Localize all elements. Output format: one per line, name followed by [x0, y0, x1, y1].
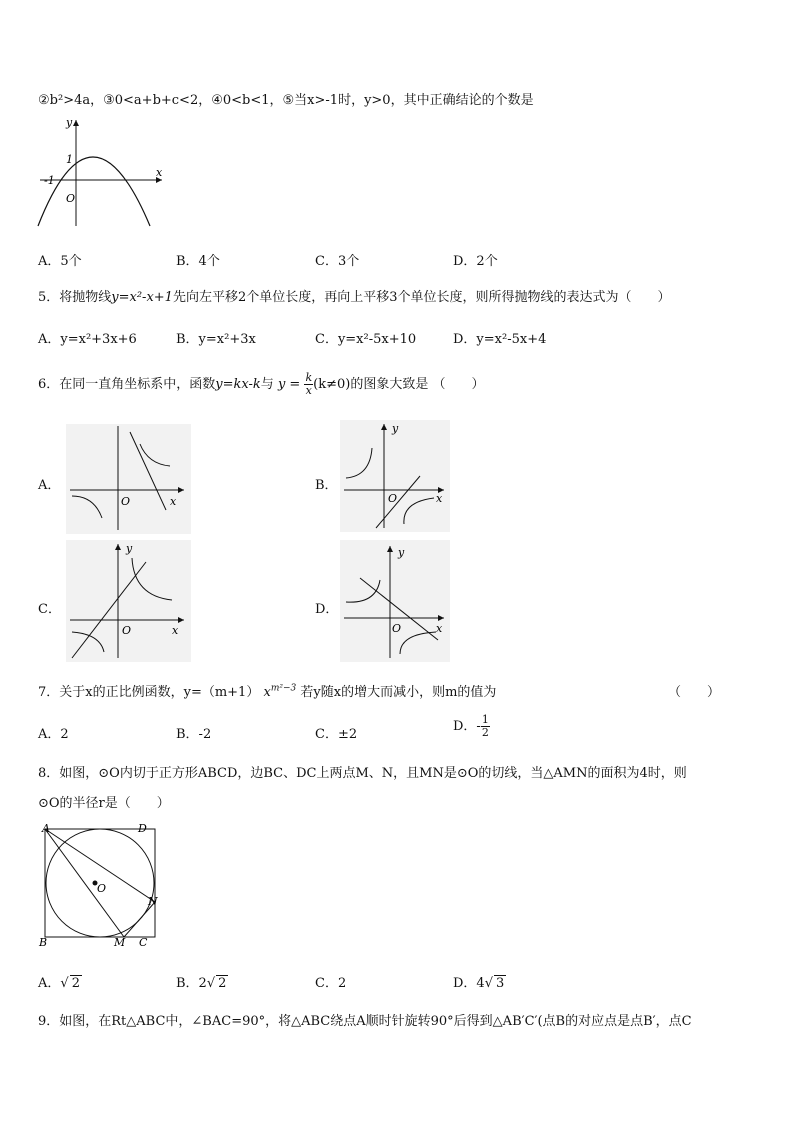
q6-suffix: 的图象大致是 （ ）: [350, 377, 485, 392]
q6-frac-num: k: [305, 371, 313, 384]
q7-prefix: 7．关于x的正比例函数，y=（m+1）: [38, 685, 260, 700]
q8-label-o: O: [97, 882, 107, 895]
q6c-y: y: [126, 542, 133, 555]
q5-option-c[interactable]: C．y=x²-5x+10: [315, 332, 417, 347]
q8-d-sqrt-sign: √: [484, 976, 493, 991]
q4-x-label: x: [156, 166, 163, 179]
q6b-y: y: [392, 422, 399, 435]
q5-option-d[interactable]: D．y=x²-5x+4: [453, 332, 547, 347]
q6-option-a[interactable]: A．: [38, 478, 61, 493]
q6-prefix: 6．在同一直角坐标系中，函数: [38, 377, 216, 392]
q7-power-exp: m²−3: [270, 683, 297, 694]
q6-lhs: y =: [277, 377, 301, 392]
q4-statement: ②b²>4a，③0<a+b+c<2，④0<b<1，⑤当x>-1时，y>0，其中正确结论的个数是: [38, 93, 534, 108]
q8-label-m: M: [114, 936, 126, 949]
q7-option-b[interactable]: B．-2: [176, 727, 212, 742]
q6-statement: [38, 372, 484, 397]
q7-d-prefix: D．-: [453, 719, 481, 734]
q8-b-sqrt-sign: √: [206, 976, 216, 991]
q8-option-a[interactable]: [38, 972, 82, 991]
q6c-o: O: [122, 624, 132, 637]
q6-option-d[interactable]: D．: [315, 602, 339, 617]
q8-label-n: N: [148, 895, 158, 908]
q6-option-c[interactable]: C．: [38, 602, 61, 617]
q8-label-b: B: [39, 936, 48, 949]
q8-option-c[interactable]: C．2: [315, 976, 347, 991]
q7-suffix: 若y随x的增大而减小，则m的值为: [300, 685, 497, 700]
q6b-o: O: [388, 492, 398, 505]
q6a-x: x: [170, 495, 177, 508]
q8-a-radicand: 2: [71, 976, 80, 991]
q5-suffix: 先向左平移2个单位长度，再向上平移3个单位长度，则所得抛物线的表达式为（ ）: [172, 290, 671, 305]
q8-statement-line1: 8．如图，⊙O内切于正方形ABCD，边BC、DC上两点M、N，且MN是⊙O的切线，当△AMN的面积为4时，则: [38, 766, 687, 781]
q6c-x: x: [172, 624, 179, 637]
q5-option-a[interactable]: A．y=x²+3x+6: [38, 332, 137, 347]
q5-prefix: 5．将抛物线: [38, 290, 112, 305]
q4-option-b[interactable]: B．4个: [176, 254, 220, 269]
q6-graph-c[interactable]: [66, 540, 191, 662]
q7-option-a[interactable]: A．2: [38, 727, 69, 742]
q8-d-radicand: 3: [496, 976, 505, 991]
q6-fraction: [304, 372, 313, 397]
q8-statement-line2: ⊙O的半径r是（ ）: [38, 796, 170, 811]
q6-graph-b[interactable]: [340, 420, 450, 532]
q6-option-b[interactable]: B．: [315, 478, 338, 493]
q4-origin-label: O: [66, 192, 76, 205]
q6d-y: y: [398, 546, 405, 559]
q6-graph-d[interactable]: [340, 540, 450, 662]
q8-label-a: A: [42, 822, 50, 835]
q4-y-label: y: [66, 116, 73, 129]
q5-option-b[interactable]: B．y=x²+3x: [176, 332, 256, 347]
q8-b-prefix: B．2: [176, 976, 207, 991]
q6b-x: x: [436, 492, 443, 505]
q6a-o: O: [121, 495, 131, 508]
q8-option-b[interactable]: [176, 972, 228, 991]
q8-b-radicand: 2: [218, 976, 227, 991]
q7-statement: [38, 681, 496, 700]
q4-parabola-graph: [36, 116, 166, 228]
q8-label-c: C: [139, 936, 148, 949]
q7-power-base: x: [263, 685, 271, 700]
q6-condition: (k≠0): [313, 377, 351, 392]
q6d-x: x: [436, 622, 443, 635]
q4-one-label: 1: [66, 153, 73, 166]
q5-function: y=x²-x+1: [111, 290, 173, 305]
q4-option-d[interactable]: D．2个: [453, 254, 498, 269]
q7-d-num: 1: [481, 713, 489, 726]
q8-label-d: D: [138, 822, 147, 835]
q4-option-a[interactable]: A．5个: [38, 254, 82, 269]
q6-mid: 与: [260, 377, 274, 392]
q9-statement: 9．如图，在Rt△ABC中，∠BAC=90°，将△ABC绕点A顺时针旋转90°后得到△AB′C′(点B的对应点是点B′，点C: [38, 1014, 692, 1029]
q7-paren: （ ）: [668, 685, 721, 700]
q7-option-d[interactable]: [453, 714, 490, 739]
q8-a-prefix: A．: [38, 976, 61, 991]
q7-d-den: 2: [481, 726, 489, 739]
q6d-o: O: [392, 622, 402, 635]
q8-d-prefix: D．4: [453, 976, 485, 991]
q8-option-d[interactable]: [453, 972, 506, 991]
q8-geometry-figure: [36, 820, 166, 950]
q4-neg-one-label: -1: [44, 174, 55, 187]
q4-option-c[interactable]: C．3个: [315, 254, 360, 269]
q6-graph-a[interactable]: [66, 424, 191, 534]
q5-statement: [38, 286, 671, 305]
q6-function: y=kx-k: [215, 377, 261, 392]
q6-frac-den: x: [305, 384, 312, 397]
q8-a-sqrt-sign: √: [60, 976, 69, 991]
q7-option-c[interactable]: C．±2: [315, 727, 358, 742]
